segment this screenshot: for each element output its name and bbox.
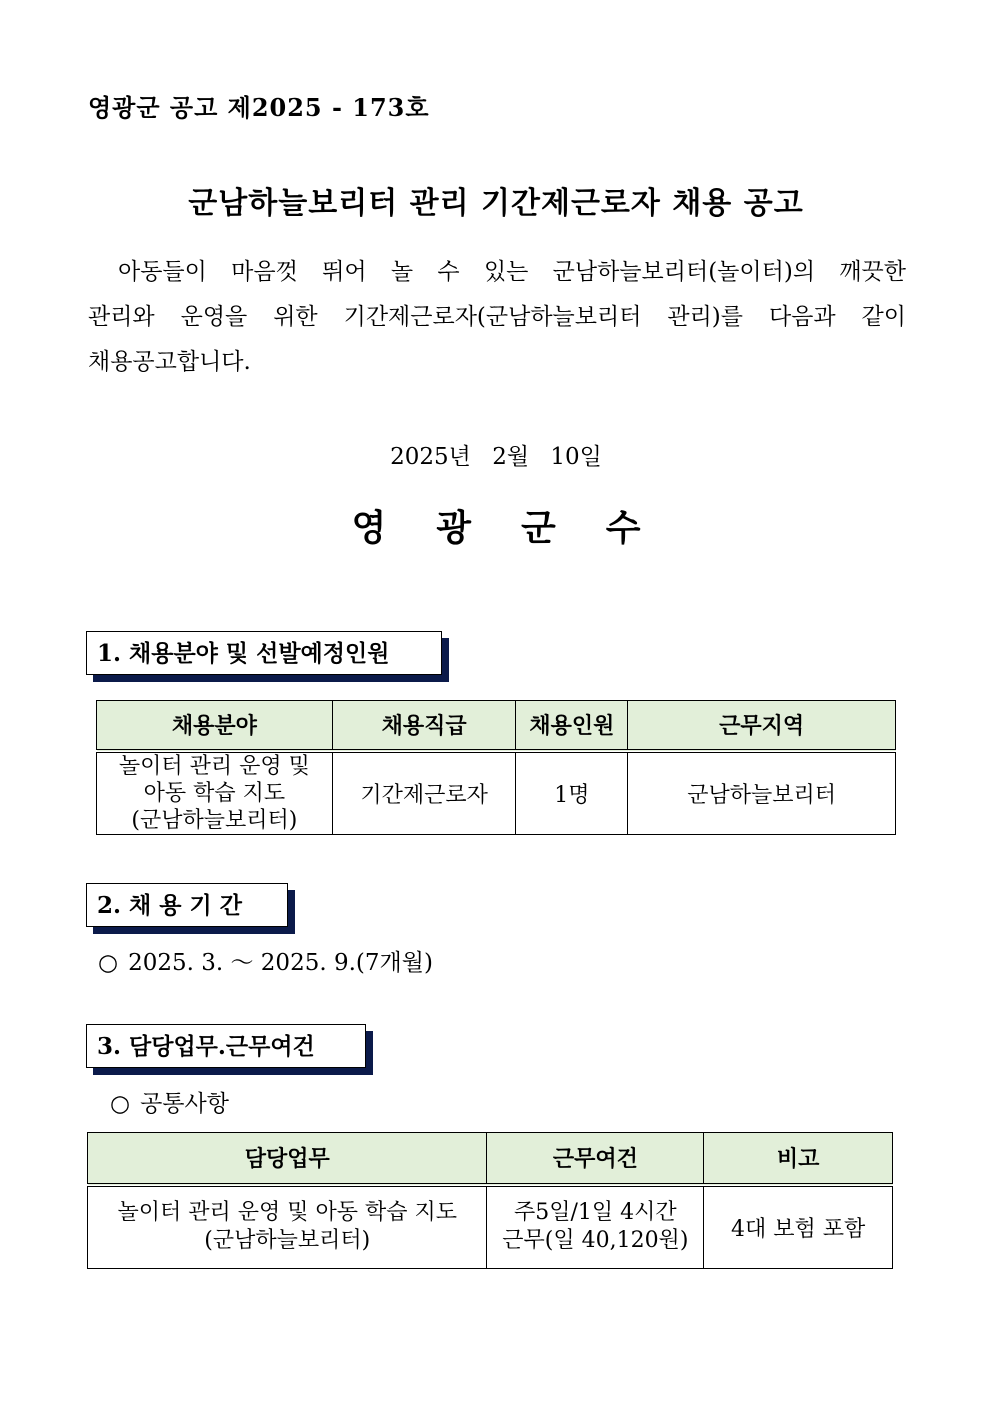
circle-bullet-icon: ○ <box>98 950 119 976</box>
cell-duties: 놀이터 관리 운영 및 아동 학습 지도 (군남하늘보리터) <box>88 1185 487 1269</box>
period-text: 2025. 3. ～ 2025. 9.(7개월) <box>128 950 433 976</box>
table-header-row <box>88 1133 893 1185</box>
document-title: 군남하늘보리터 관리 기간제근로자 채용 공고 <box>188 186 804 221</box>
cell-grade: 기간제근로자 <box>332 751 516 835</box>
header-notes: 비고 <box>704 1133 893 1185</box>
section-1-heading: 1. 채용분야 및 선발예정인원 <box>86 631 442 675</box>
header-count: 채용인원 <box>516 701 628 751</box>
header-field: 채용분야 <box>97 701 333 751</box>
period-item <box>98 944 433 977</box>
recruitment-table <box>96 700 896 835</box>
intro-paragraph <box>88 250 906 385</box>
table-row <box>97 751 896 835</box>
common-items-label <box>110 1085 229 1118</box>
announcement-date: 2025년 2월 10일 <box>390 444 602 470</box>
header-location: 근무지역 <box>628 701 896 751</box>
header-duties: 담당업무 <box>88 1133 487 1185</box>
intro-line-3: 채용공고합니다. <box>88 349 251 375</box>
cell-count: 1명 <box>516 751 628 835</box>
cell-notes: 4대 보험 포함 <box>704 1185 893 1269</box>
duties-table <box>87 1132 893 1269</box>
cell-location: 군남하늘보리터 <box>628 751 896 835</box>
intro-line-1: 아동들이 마음껏 뛰어 놀 수 있는 군남하늘보리터(놀이터)의 깨끗한 <box>118 259 906 285</box>
notice-number: 영광군 공고 제2025 - 173호 <box>88 93 430 122</box>
table-header-row <box>97 701 896 751</box>
cell-field: 놀이터 관리 운영 및 아동 학습 지도 (군남하늘보리터) <box>97 751 333 835</box>
intro-line-2: 관리와 운영을 위한 기간제근로자(군남하늘보리터 관리)를 다음과 같이 <box>88 304 906 330</box>
header-grade: 채용직급 <box>332 701 516 751</box>
circle-bullet-icon: ○ <box>110 1091 131 1117</box>
cell-conditions: 주5일/1일 4시간 근무(일 40,120원) <box>487 1185 704 1269</box>
issuer-name: 영광군수 <box>351 507 691 549</box>
header-conditions: 근무여건 <box>487 1133 704 1185</box>
common-items-text: 공통사항 <box>140 1091 229 1117</box>
table-row <box>88 1185 893 1269</box>
section-3-heading: 3. 담당업무.근무여건 <box>86 1024 366 1068</box>
section-2-heading: 2. 채 용 기 간 <box>86 883 288 927</box>
